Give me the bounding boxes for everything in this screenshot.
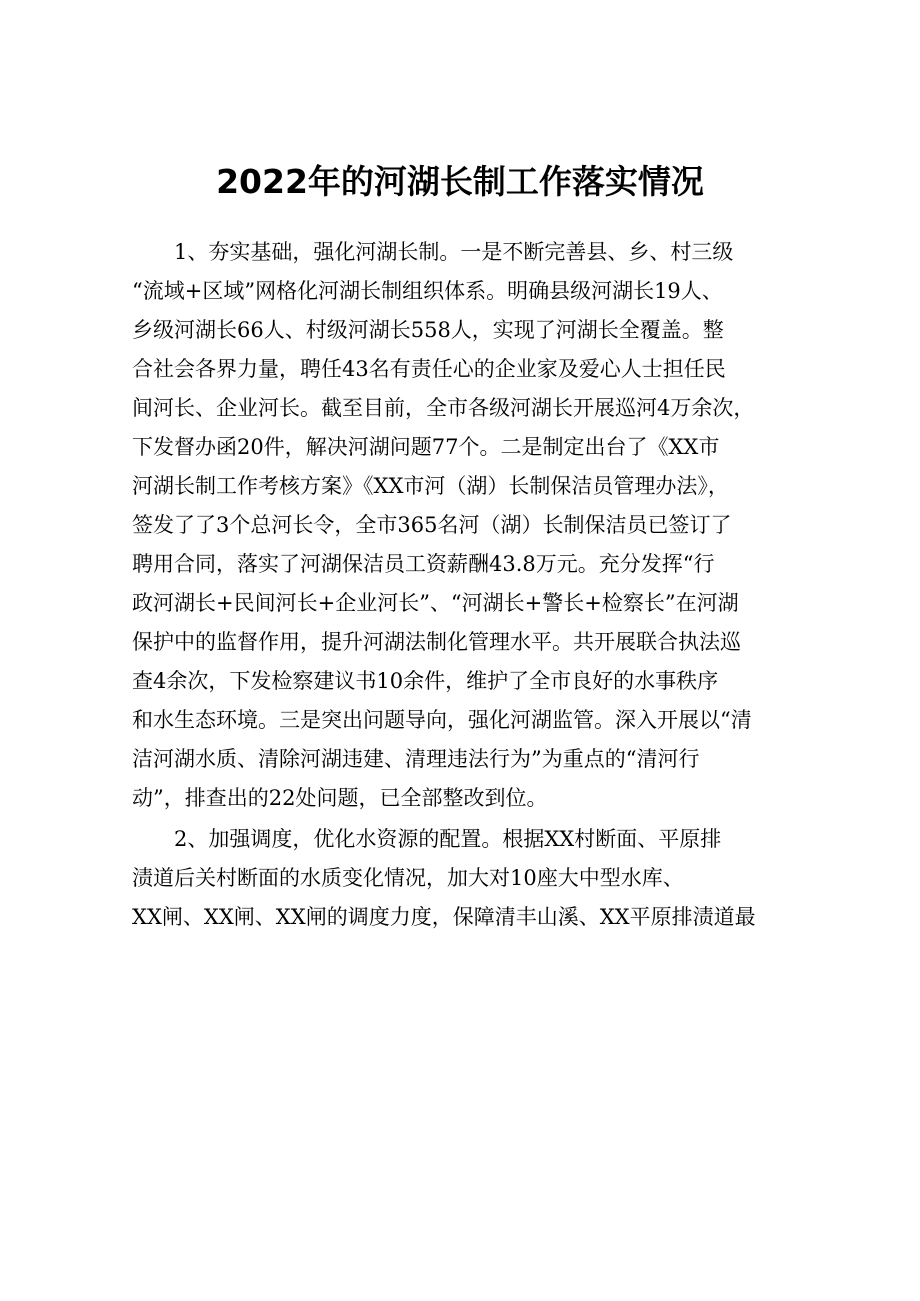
paragraph-line: 签发了了3个总河长令，全市365名河（湖）长制保洁员已签订了: [132, 513, 732, 537]
paragraph-line: 河湖长制工作考核方案》《XX市河（湖）长制保洁员管理办法》，: [132, 474, 729, 498]
paragraph-line: 合社会各界力量，聘任43名有责任心的企业家及爱心人士担任民: [132, 357, 726, 381]
paragraph-line: 和水生态环境。三是突出问题导向，强化河湖监管。深入开展以“清: [132, 708, 752, 732]
document-title: 2022年的河湖长制工作落实情况: [216, 162, 704, 201]
paragraph-line: 渍道后关村断面的水质变化情况，加大对10座大中型水库、: [132, 866, 684, 890]
paragraph-line: 乡级河湖长66人、村级河湖长558人，实现了河湖长全覆盖。整: [132, 318, 724, 342]
paragraph-line: 查4余次，下发检察建议书10余件，维护了全市良好的水事秩序: [132, 669, 719, 693]
paragraph-line: 1、夯实基础，强化河湖长制。一是不断完善县、乡、村三级: [174, 240, 734, 264]
paragraph-line: 间河长、企业河长。截至目前，全市各级河湖长开展巡河4万余次，: [132, 396, 755, 420]
document-body: [132, 233, 800, 937]
paragraph-line: 下发督办函20件，解决河湖问题77个。二是制定出台了《XX市: [132, 435, 720, 459]
paragraph-line: 保护中的监督作用，提升河湖法制化管理水平。共开展联合执法巡: [132, 630, 741, 654]
paragraph-line: 政河湖长+民间河长+企业河长”、“河湖长+警长+检察长”在河湖: [132, 591, 739, 615]
paragraph-line: XX闸、XX闸、XX闸的调度力度，保障清丰山溪、XX平原排渍道最: [132, 905, 756, 929]
paragraph-line: 洁河湖水质、清除河湖违建、清理违法行为”为重点的“清河行: [132, 747, 700, 771]
paragraph-line: 动”，排查出的22处问题，已全部整改到位。: [132, 786, 548, 810]
paragraph-2: [132, 820, 800, 937]
paragraph-line: “流域+区域”网格化河湖长制组织体系。明确县级河湖长19人、: [132, 279, 723, 303]
paragraph-1: [132, 233, 800, 818]
paragraph-line: 2、加强调度，优化水资源的配置。根据XX村断面、平原排: [174, 827, 722, 851]
paragraph-line: 聘用合同，落实了河湖保洁员工资薪酬43.8万元。充分发挥“行: [132, 552, 715, 576]
